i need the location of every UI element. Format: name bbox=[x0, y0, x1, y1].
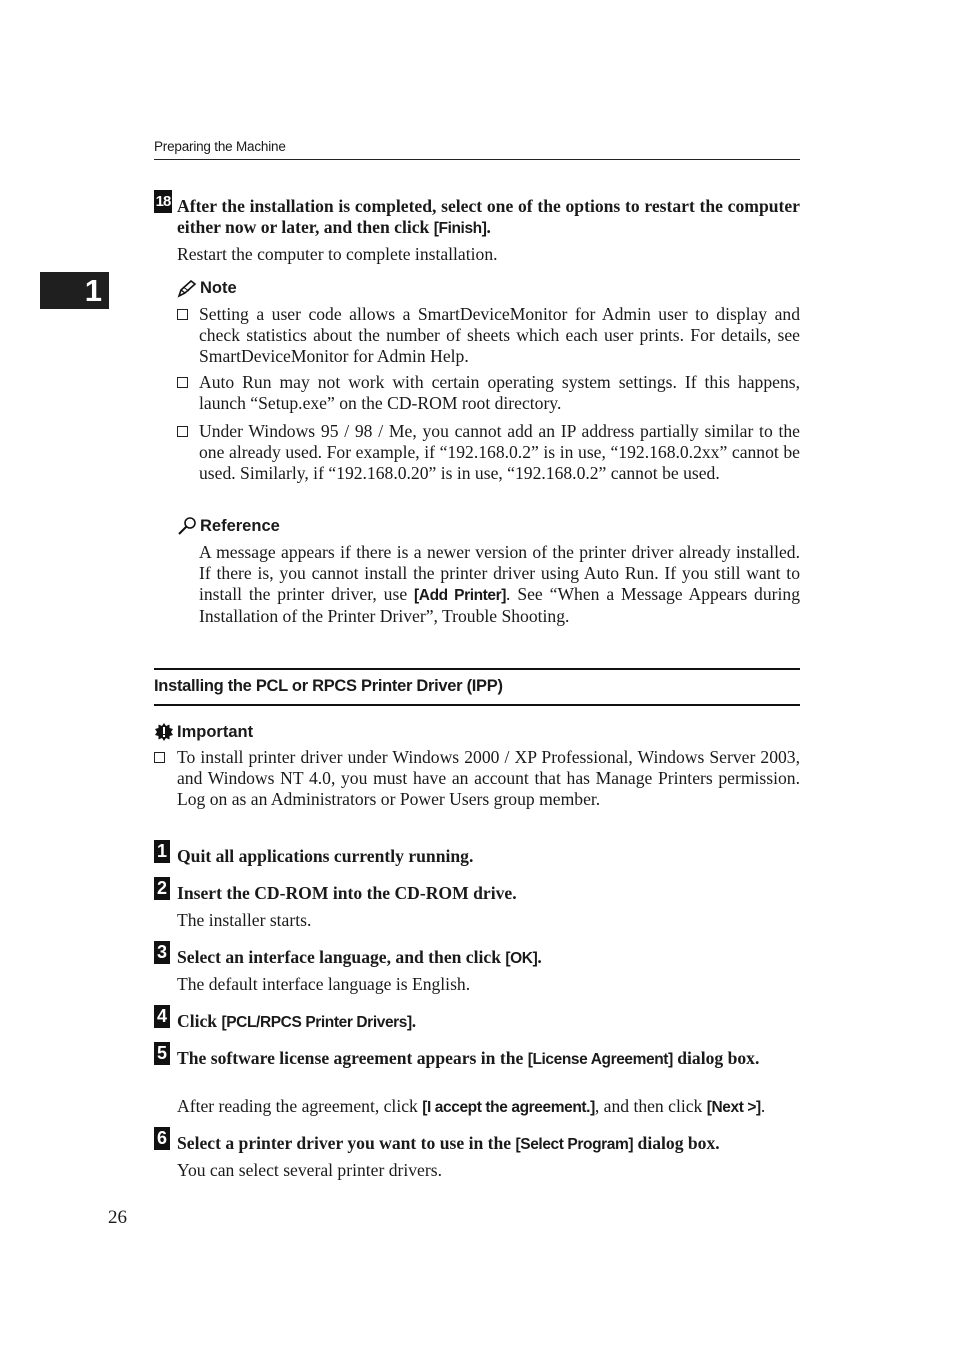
important-label: Important bbox=[177, 722, 254, 741]
reference-label: Reference bbox=[200, 516, 280, 535]
step-5-instruction: The software license agreement appears in the [License Agreement] dialog box. bbox=[177, 1048, 760, 1068]
next-button-ref: [Next >] bbox=[706, 1099, 761, 1116]
step-4-instruction: Click [PCL/RPCS Printer Drivers]. bbox=[177, 1011, 417, 1031]
step-number-1: 1 bbox=[154, 840, 170, 863]
important-heading bbox=[154, 722, 253, 742]
step-2-instruction: Insert the CD-ROM into the CD-ROM drive. bbox=[177, 883, 517, 903]
note-item: Auto Run may not work with certain operating system settings. If this happens, launch “Setup.exe” on the CD-ROM root directory. bbox=[177, 372, 800, 414]
step-18-detail: Restart the computer to complete installation. bbox=[177, 244, 498, 264]
step-number-3: 3 bbox=[154, 941, 170, 964]
step-number-18: 18 bbox=[154, 190, 172, 213]
running-header: Preparing the Machine bbox=[154, 139, 286, 154]
pencil-icon bbox=[177, 280, 197, 298]
section-rule-top bbox=[154, 668, 800, 670]
section-rule-bottom bbox=[154, 704, 800, 706]
important-item: To install printer driver under Windows 2000 / XP Professional, Windows Server 2003, and Windows NT 4.0, you must have an account that has Manage Printers permission. Log on as an Administrators or Power Users group member. bbox=[154, 747, 800, 809]
step-5-detail: After reading the agreement, click [I accept the agreement.], and then click [Next >]. bbox=[177, 1096, 766, 1116]
header-rule bbox=[154, 159, 800, 160]
checkbox-bullet-icon bbox=[154, 752, 165, 763]
section-heading: Installing the PCL or RPCS Printer Driver (IPP) bbox=[154, 677, 503, 695]
chapter-tab: 1 bbox=[40, 272, 109, 309]
reference-text: A message appears if there is a newer version of the printer driver already installed. If there is, you cannot install the printer driver using Auto Run. If you still want to install the printer driver, use [Add Printer]. See “When a Message Appears during Installation of the Printer Driver”, Trouble Shooting. bbox=[199, 542, 800, 627]
step-number-4: 4 bbox=[154, 1005, 170, 1028]
checkbox-bullet-icon bbox=[177, 426, 188, 437]
finish-button-ref: [Finish] bbox=[433, 219, 487, 237]
note-label: Note bbox=[200, 279, 237, 297]
step-3-detail: The default interface language is English. bbox=[177, 974, 471, 994]
step-3-instruction: Select an interface language, and then click [OK]. bbox=[177, 947, 542, 967]
note-heading bbox=[177, 279, 237, 298]
step-number-2: 2 bbox=[154, 877, 170, 900]
magnifier-icon bbox=[177, 516, 197, 536]
select-program-dialog-ref: [Select Program] bbox=[515, 1136, 634, 1153]
add-printer-button-ref: [Add Printer] bbox=[414, 586, 507, 604]
pcl-rpcs-drivers-button-ref: [PCL/RPCS Printer Drivers] bbox=[221, 1014, 412, 1031]
accept-agreement-option-ref: [I accept the agreement.] bbox=[422, 1099, 595, 1116]
note-item: Under Windows 95 / 98 / Me, you cannot add an IP address partially similar to the one already used. For example, if “192.168.0.2” is in use, “192.168.0.2xx” cannot be used. Similarly, if “192.168.0.20” is in use, “192.168.0.2” cannot be used. bbox=[177, 421, 800, 483]
important-icon bbox=[154, 722, 174, 742]
page-number: 26 bbox=[108, 1207, 127, 1228]
reference-heading bbox=[177, 516, 280, 536]
note-item: Setting a user code allows a SmartDeviceMonitor for Admin user to display and check statistics about the number of sheets which each user prints. For details, see SmartDeviceMonitor for Admin Help. bbox=[177, 304, 800, 366]
step-1-instruction: Quit all applications currently running. bbox=[177, 846, 474, 866]
checkbox-bullet-icon bbox=[177, 309, 188, 320]
step-number-5: 5 bbox=[154, 1042, 170, 1065]
license-agreement-dialog-ref: [License Agreement] bbox=[527, 1051, 673, 1068]
ok-button-ref: [OK] bbox=[505, 950, 538, 967]
checkbox-bullet-icon bbox=[177, 377, 188, 388]
step-2-detail: The installer starts. bbox=[177, 910, 312, 930]
step-6-detail: You can select several printer drivers. bbox=[177, 1160, 442, 1180]
step-18-instruction: After the installation is completed, select one of the options to restart the computer either now or later, and then click [Finish]. bbox=[177, 196, 800, 237]
step-6-instruction: Select a printer driver you want to use in the [Select Program] dialog box. bbox=[177, 1133, 720, 1153]
step-number-6: 6 bbox=[154, 1127, 170, 1150]
